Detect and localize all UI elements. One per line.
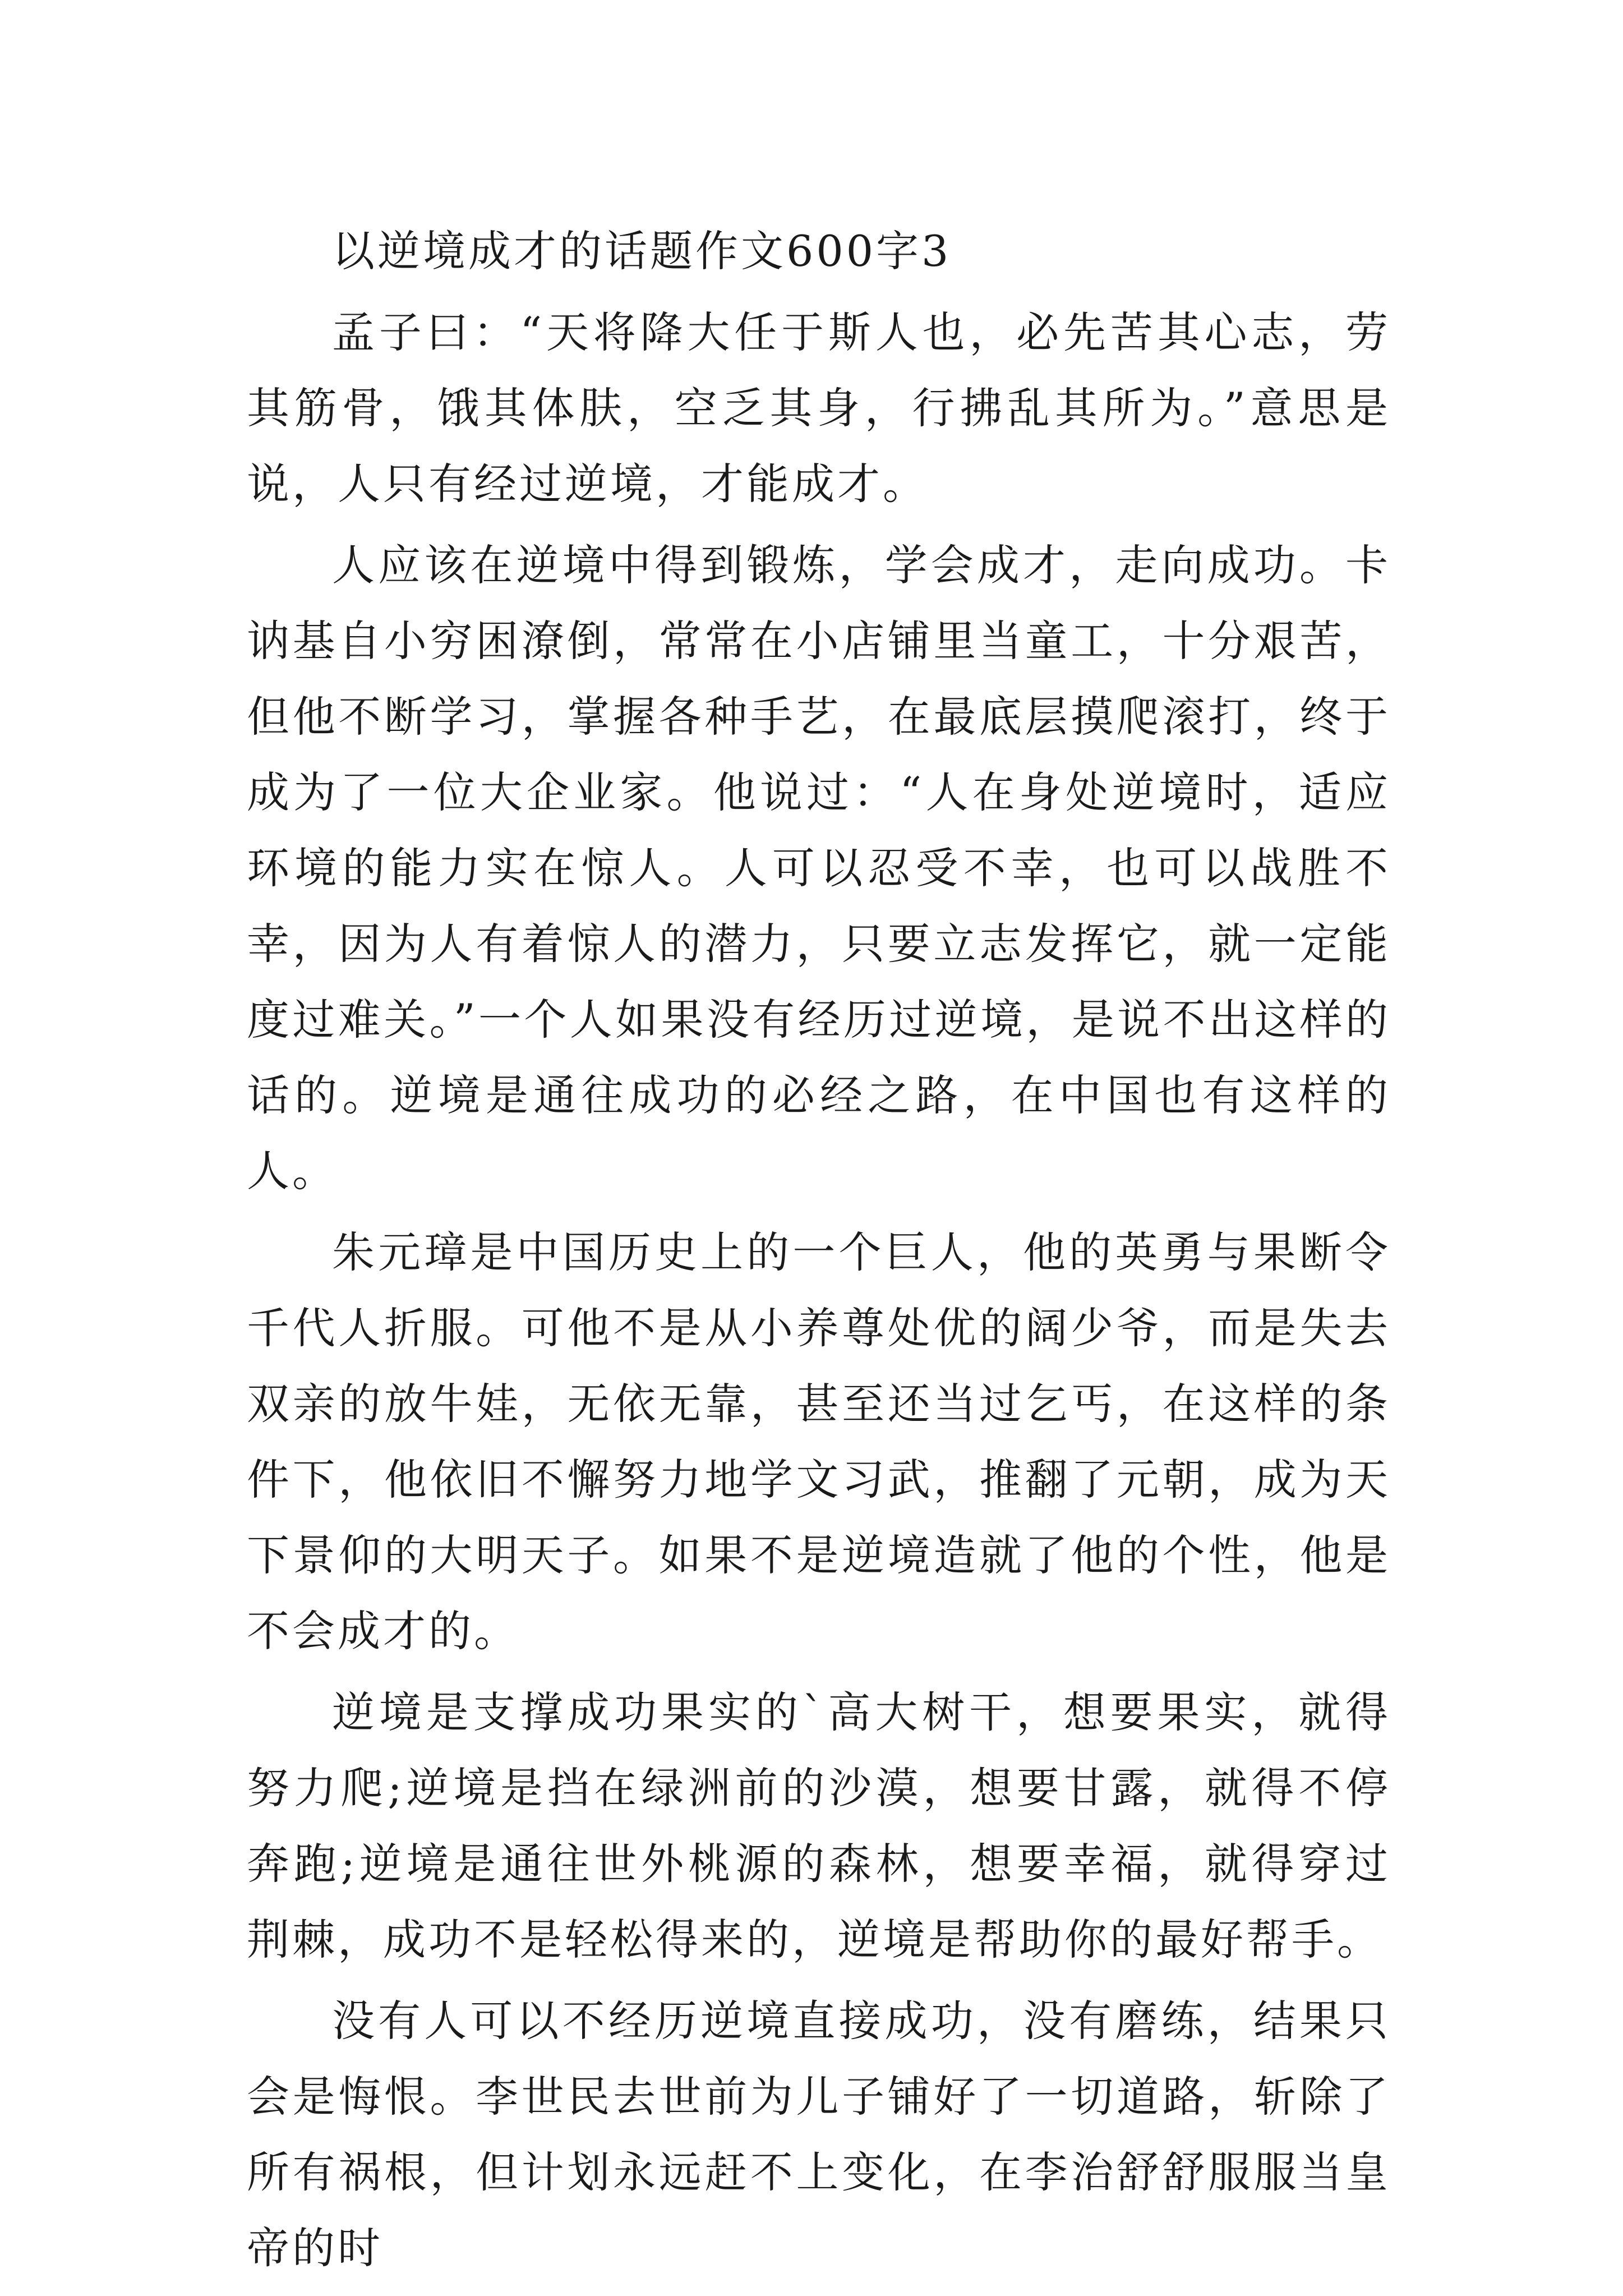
- paragraph-carnegie: 人应该在逆境中得到锻炼，学会成才，走向成功。卡讷基自小穷困潦倒，常常在小店铺里当童工，十分艰苦，但他不断学习，掌握各种手艺，在最底层摸爬滚打，终于成为了一位大企业家。他说过：“人在身处逆境时，适应环境的能力实在惊人。人可以忍受不幸，也可以战胜不幸，因为人有着惊人的潜力，只要立志发挥它，就一定能度过难关。”一个人如果没有经历过逆境，是说不出这样的话的。逆境是通往成功的必经之路，在中国也有这样的人。: [247, 540, 1391, 1196]
- paragraph-li-shimin: 没有人可以不经历逆境直接成功，没有磨练，结果只会是悔恨。李世民去世前为儿子铺好了一切道路，斩除了所有祸根，但计划永远赶不上变化，在李治舒舒服服当皇帝的时: [247, 1996, 1391, 2273]
- essay-title: 以逆境成才的话题作文600字3: [332, 226, 952, 276]
- paragraph-adversity-metaphor: 逆境是支撑成功果实的`高大树干，想要果实，就得努力爬;逆境是挡在绿洲前的沙漠，想要甘露，就得不停奔跑;逆境是通往世外桃源的森林，想要幸福，就得穿过荆棘，成功不是轻松得来的，逆境是帮助你的最好帮手。: [247, 1687, 1391, 1964]
- document-body: [247, 213, 1391, 2292]
- paragraph-mencius-quote: 孟子曰：“天将降大任于斯人也，必先苦其心志，劳其筋骨，饿其体肤，空乏其身，行拂乱其所为。”意思是说，人只有经过逆境，才能成才。: [247, 307, 1391, 509]
- paragraph-zhu-yuanzhang: 朱元璋是中国历史上的一个巨人，他的英勇与果断令千代人折服。可他不是从小养尊处优的阔少爷，而是失去双亲的放牛娃，无依无靠，甚至还当过乞丐，在这样的条件下，他依旧不懈努力地学文习武，推翻了元朝，成为天下景仰的大明天子。如果不是逆境造就了他的个性，他是不会成才的。: [247, 1227, 1391, 1656]
